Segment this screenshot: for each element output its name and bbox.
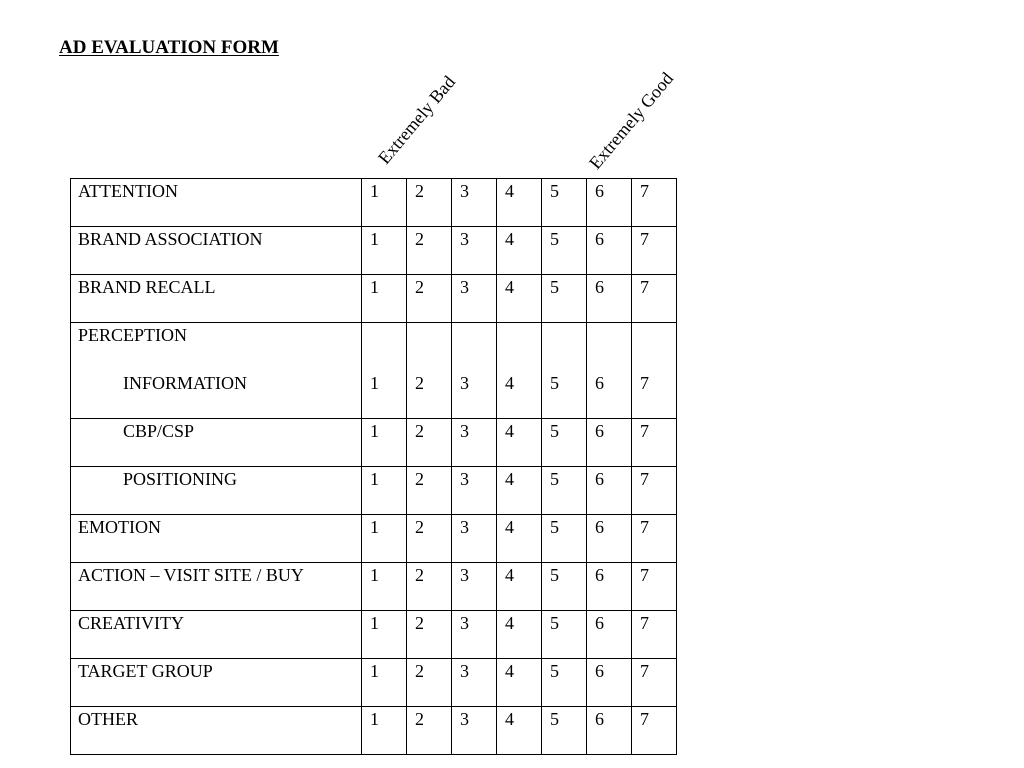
score-option[interactable]: 6 [587, 515, 632, 563]
score-option[interactable]: 6 [587, 179, 632, 227]
score-option[interactable]: 5 [542, 659, 587, 707]
score-option[interactable]: 6 [587, 467, 632, 515]
form-title: AD EVALUATION FORM [59, 37, 279, 58]
score-option[interactable]: 3 [452, 275, 497, 323]
table-row [71, 611, 677, 659]
score-option[interactable]: 3 [452, 659, 497, 707]
score-option[interactable]: 6 [587, 227, 632, 275]
score-option[interactable]: 4 [497, 227, 542, 275]
table-row [71, 275, 677, 323]
score-option-cell[interactable] [497, 323, 542, 419]
score-option[interactable]: 1 [362, 419, 407, 467]
score-option[interactable]: 4 [497, 419, 542, 467]
score-option[interactable]: 3 [452, 467, 497, 515]
score-option[interactable]: 4 [497, 563, 542, 611]
score-option[interactable]: 7 [632, 707, 677, 755]
score-option[interactable]: 2 [407, 659, 452, 707]
criterion-label: EMOTION [71, 515, 362, 563]
score-option[interactable]: 5 [542, 227, 587, 275]
score-option[interactable]: 7 [632, 275, 677, 323]
score-option[interactable]: 4 [497, 179, 542, 227]
score-option[interactable]: 1 [362, 563, 407, 611]
score-option[interactable]: 6 [587, 611, 632, 659]
score-option-cell[interactable] [452, 323, 497, 419]
score-option[interactable]: 2 [407, 515, 452, 563]
table-row [71, 707, 677, 755]
criterion-label: TARGET GROUP [71, 659, 362, 707]
table-row [71, 323, 677, 419]
score-option-cell[interactable] [542, 323, 587, 419]
score-option[interactable]: 2 [407, 707, 452, 755]
criterion-label: BRAND RECALL [71, 275, 362, 323]
score-option[interactable]: 1 [362, 227, 407, 275]
criterion-label: CBP/CSP [123, 421, 195, 441]
score-option[interactable]: 7 [632, 419, 677, 467]
score-option[interactable]: 5 [550, 373, 559, 393]
criterion-label: INFORMATION [123, 373, 248, 393]
score-option[interactable]: 2 [407, 275, 452, 323]
scale-high-label: Extremely Good [585, 68, 678, 173]
score-option[interactable]: 7 [632, 227, 677, 275]
score-option[interactable]: 6 [587, 707, 632, 755]
score-option[interactable]: 6 [587, 419, 632, 467]
score-option-cell[interactable] [407, 323, 452, 419]
score-option[interactable]: 5 [542, 563, 587, 611]
criterion-label: CREATIVITY [71, 611, 362, 659]
score-option[interactable]: 2 [407, 227, 452, 275]
score-option[interactable]: 2 [407, 611, 452, 659]
score-option[interactable]: 1 [362, 611, 407, 659]
score-option[interactable]: 5 [542, 419, 587, 467]
score-option[interactable]: 5 [542, 275, 587, 323]
score-option[interactable]: 6 [587, 275, 632, 323]
criterion-label: POSITIONING [123, 469, 237, 489]
score-option[interactable]: 3 [452, 419, 497, 467]
score-option[interactable]: 4 [505, 373, 514, 393]
score-option[interactable]: 4 [497, 275, 542, 323]
score-option[interactable]: 5 [542, 515, 587, 563]
score-option[interactable]: 2 [407, 179, 452, 227]
score-option[interactable]: 6 [587, 659, 632, 707]
score-option[interactable]: 4 [497, 515, 542, 563]
score-option[interactable]: 3 [452, 563, 497, 611]
score-option[interactable]: 6 [595, 373, 604, 393]
score-option[interactable]: 3 [452, 179, 497, 227]
score-option[interactable]: 3 [452, 707, 497, 755]
table-row [71, 179, 677, 227]
score-option[interactable]: 4 [497, 707, 542, 755]
score-option[interactable]: 2 [407, 563, 452, 611]
score-option-cell[interactable] [587, 323, 632, 419]
score-option[interactable]: 4 [497, 611, 542, 659]
score-option[interactable]: 2 [407, 467, 452, 515]
score-option-cell[interactable] [362, 323, 407, 419]
score-option[interactable]: 7 [632, 611, 677, 659]
score-option[interactable]: 2 [415, 373, 424, 393]
score-option[interactable]: 1 [362, 179, 407, 227]
score-option[interactable]: 3 [452, 611, 497, 659]
evaluation-table [70, 178, 677, 755]
criterion-label: ATTENTION [71, 179, 362, 227]
table-row [71, 467, 677, 515]
score-option[interactable]: 6 [587, 563, 632, 611]
table-row [71, 515, 677, 563]
criterion-label: ACTION – VISIT SITE / BUY [71, 563, 362, 611]
criterion-label: BRAND ASSOCIATION [71, 227, 362, 275]
score-option[interactable]: 3 [460, 373, 469, 393]
score-option[interactable]: 5 [542, 179, 587, 227]
score-option[interactable]: 1 [362, 467, 407, 515]
score-option[interactable]: 3 [452, 227, 497, 275]
score-option[interactable]: 1 [362, 659, 407, 707]
criterion-label: OTHER [71, 707, 362, 755]
scale-low-label: Extremely Bad [374, 71, 460, 168]
criterion-group-cell [71, 323, 362, 419]
score-option-cell[interactable] [632, 323, 677, 419]
score-option[interactable]: 7 [640, 373, 649, 393]
criterion-cell [71, 467, 362, 515]
score-option[interactable]: 7 [632, 563, 677, 611]
score-option[interactable]: 5 [542, 467, 587, 515]
score-option[interactable]: 1 [362, 707, 407, 755]
score-option[interactable]: 3 [452, 515, 497, 563]
score-option[interactable]: 5 [542, 611, 587, 659]
criterion-cell [71, 419, 362, 467]
score-option[interactable]: 1 [362, 275, 407, 323]
score-option[interactable]: 2 [407, 419, 452, 467]
score-option[interactable]: 7 [632, 179, 677, 227]
score-option[interactable]: 1 [370, 373, 379, 393]
table-row [71, 659, 677, 707]
score-option[interactable]: 1 [362, 515, 407, 563]
criterion-group-label: PERCEPTION [78, 325, 188, 345]
score-option[interactable]: 5 [542, 707, 587, 755]
score-option[interactable]: 4 [497, 467, 542, 515]
score-option[interactable]: 7 [632, 659, 677, 707]
table-row [71, 563, 677, 611]
table-row [71, 419, 677, 467]
table-row [71, 227, 677, 275]
score-option[interactable]: 7 [632, 467, 677, 515]
score-option[interactable]: 4 [497, 659, 542, 707]
score-option[interactable]: 7 [632, 515, 677, 563]
